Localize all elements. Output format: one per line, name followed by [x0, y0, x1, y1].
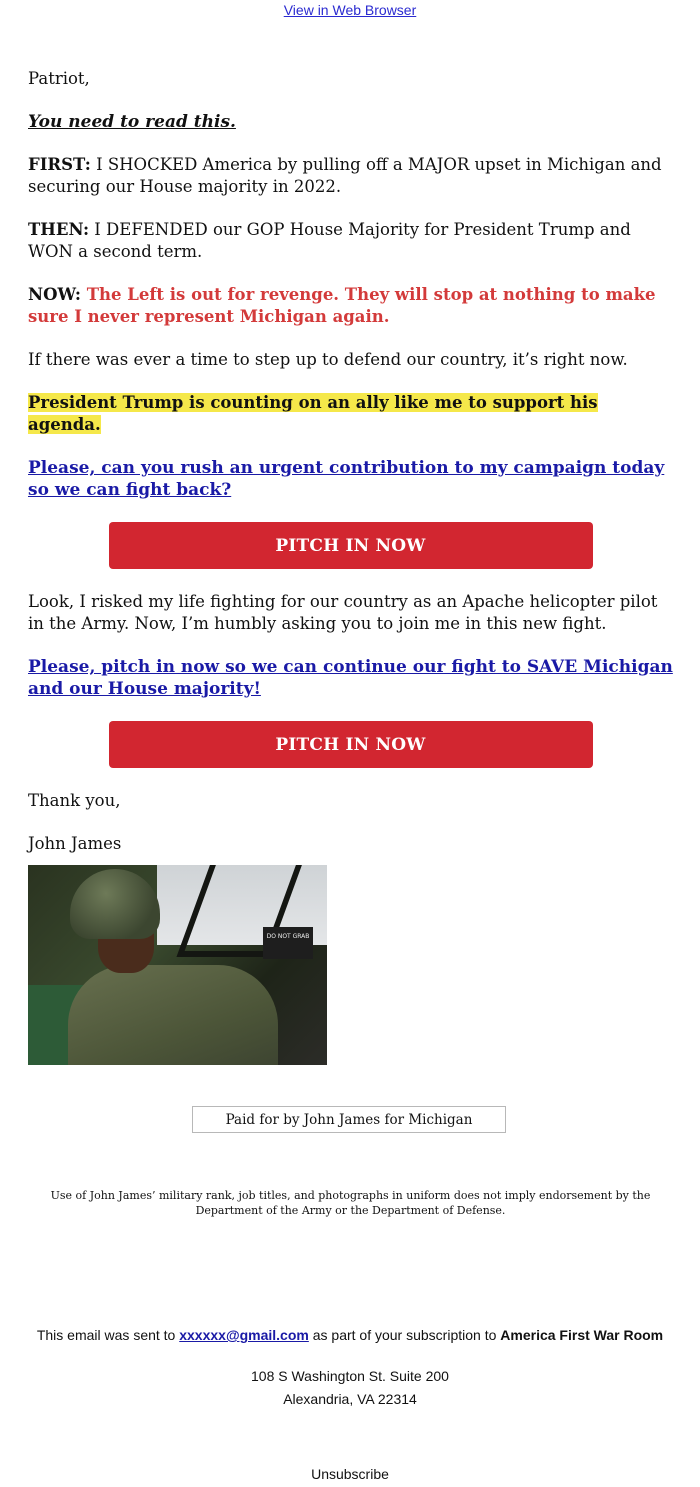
first-text: I SHOCKED America by pulling off a MAJOR upset in Michigan and securing our House majority in 2022.: [28, 155, 662, 196]
signature: John James: [28, 834, 122, 853]
view-in-browser: [0, 2, 700, 18]
organization-name: America First War Room: [500, 1327, 664, 1343]
email-body: [28, 68, 673, 1065]
then-text: I DEFENDED our GOP House Majority for President Trump and WON a second term.: [28, 220, 631, 261]
subscription-notice: [0, 1327, 700, 1343]
address-line-1: 108 S Washington St. Suite 200: [251, 1368, 449, 1384]
paragraph-story: Look, I risked my life fighting for our country as an Apache helicopter pilot in the Army. Now, I’m humbly asking you to join me in this new fight.: [28, 592, 658, 633]
address-line-2: Alexandria, VA 22314: [283, 1391, 417, 1407]
cta-link-contribute[interactable]: Please, can you rush an urgent contribution to my campaign today so we can fight back?: [28, 458, 665, 500]
recipient-email-link[interactable]: xxxxxx@gmail.com: [179, 1327, 309, 1343]
then-label: THEN:: [28, 220, 90, 239]
greeting: Patriot,: [28, 69, 90, 88]
cta-paragraph-2: [28, 656, 673, 700]
paragraph-then: [28, 219, 673, 263]
photo-flight-suit: [68, 965, 278, 1065]
pilot-photo: [28, 865, 327, 1065]
disclaimer: Use of John James’ military rank, job titles, and photographs in uniform does not imply endorsement by the Department of the Army or the Department of Defense.: [50, 1189, 651, 1217]
first-label: FIRST:: [28, 155, 91, 174]
button-row-2: [28, 721, 673, 768]
cta-link-save-michigan[interactable]: Please, pitch in now so we can continue our fight to SAVE Michigan and our House majority!: [28, 657, 673, 699]
sent-prefix: This email was sent to: [36, 1327, 180, 1343]
cta-paragraph-1: [28, 457, 673, 501]
view-in-browser-link[interactable]: View in Web Browser: [283, 2, 417, 18]
paragraph-step-up: If there was ever a time to step up to defend our country, it’s right now.: [28, 350, 628, 369]
thanks: Thank you,: [28, 791, 121, 810]
button-row-1: [28, 522, 673, 569]
paragraph-now: [28, 284, 673, 328]
paid-for-box: Paid for by John James for Michigan: [192, 1106, 506, 1133]
unsubscribe-link[interactable]: Unsubscribe: [311, 1466, 389, 1482]
highlight-text: President Trump is counting on an ally like me to support his agenda.: [28, 393, 598, 434]
now-text: The Left is out for revenge. They will stop at nothing to make sure I never represent Michigan again.: [28, 285, 656, 326]
lead-text: You need to read this.: [28, 112, 236, 132]
sent-middle: as part of your subscription to: [308, 1327, 501, 1343]
photo-sign: DO NOT GRAB: [263, 927, 313, 959]
paragraph-highlight: [28, 392, 673, 436]
photo-helmet: [70, 869, 160, 939]
now-label: NOW:: [28, 285, 81, 304]
pitch-in-button-2[interactable]: PITCH IN NOW: [109, 721, 593, 768]
lead-line: [28, 111, 673, 133]
paragraph-first: [28, 154, 673, 198]
pitch-in-button-1[interactable]: PITCH IN NOW: [109, 522, 593, 569]
